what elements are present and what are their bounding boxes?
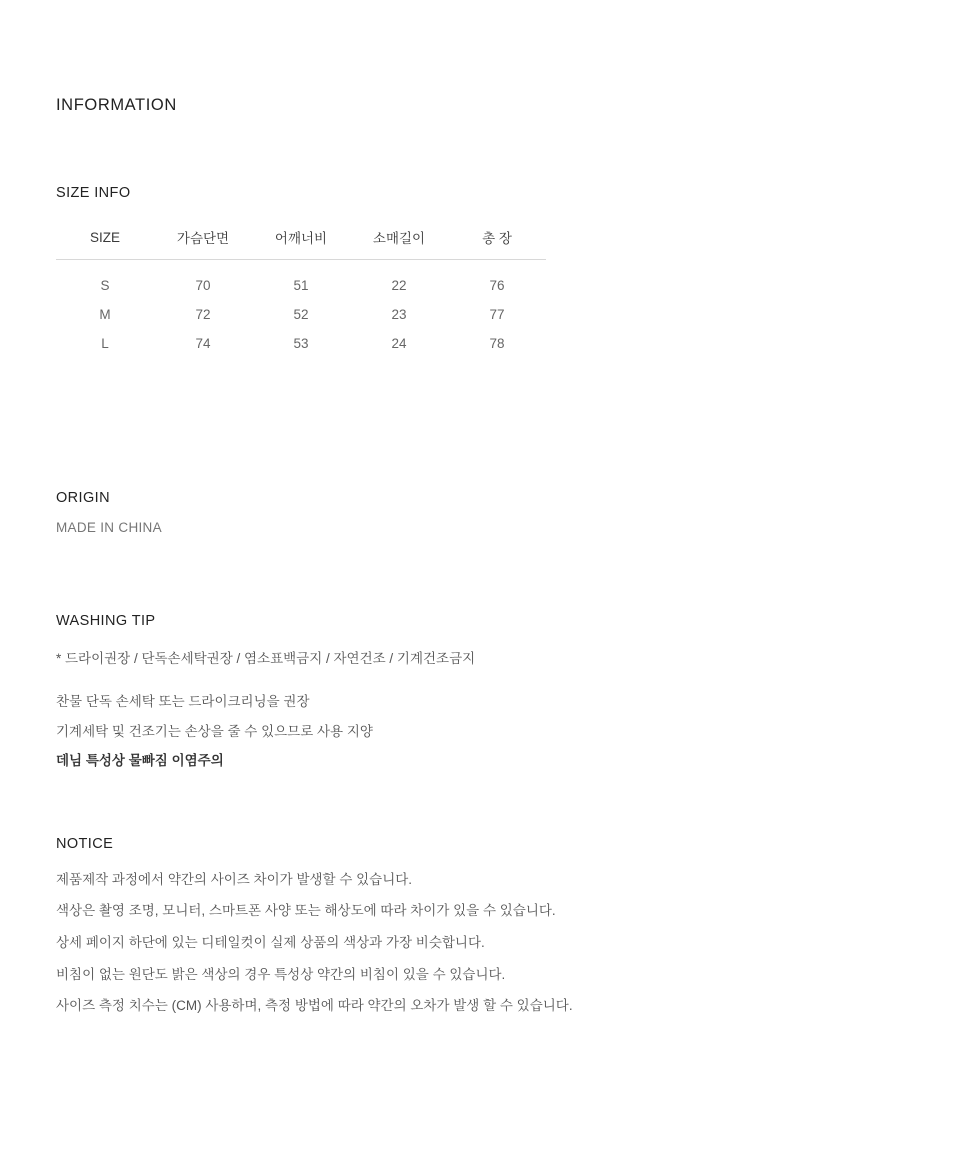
table-cell: 76 — [489, 278, 505, 293]
table-cell: 78 — [489, 336, 505, 351]
origin-section — [56, 490, 904, 535]
notice-heading: NOTICE — [56, 835, 114, 852]
table-row — [56, 329, 546, 358]
notice-line: 상세 페이지 하단에 있는 디테일컷이 실제 상품의 색상과 가장 비슷합니다. — [56, 935, 485, 951]
washing-tip-section — [56, 613, 904, 772]
washing-tip-heading: WASHING TIP — [56, 613, 156, 629]
table-column-header: 어깨너비 — [252, 223, 350, 260]
size-info-section — [56, 185, 904, 358]
table-cell: 74 — [195, 336, 211, 351]
notice-line: 색상은 촬영 조명, 모니터, 스마트폰 사양 또는 해상도에 따라 차이가 있을 수 있습니다. — [56, 903, 556, 919]
notice-line: 비침이 없는 원단도 밝은 색상의 경우 특성상 약간의 비침이 있을 수 있습니다. — [56, 966, 506, 982]
washing-tip-line: 찬물 단독 손세탁 또는 드라이크리닝을 권장 — [56, 694, 310, 709]
table-column-header: 총 장 — [448, 223, 546, 260]
table-cell: 53 — [293, 336, 309, 351]
table-cell: 72 — [195, 307, 211, 322]
notice-line: 사이즈 측정 치수는 (CM) 사용하며, 측정 방법에 따라 약간의 오차가 발생 할 수 있습니다. — [56, 998, 573, 1014]
table-cell: 51 — [293, 278, 309, 293]
table-cell: S — [100, 278, 110, 293]
washing-tip-line: 기계세탁 및 건조기는 손상을 줄 수 있으므로 사용 지양 — [56, 723, 373, 739]
table-cell: 77 — [489, 307, 505, 322]
notice-line: 제품제작 과정에서 약간의 사이즈 차이가 발생할 수 있습니다. — [56, 871, 413, 887]
table-cell: 22 — [391, 278, 407, 293]
origin-value: MADE IN CHINA — [56, 520, 162, 535]
table-row — [56, 260, 546, 301]
table-header-row — [56, 223, 546, 260]
table-cell: L — [101, 336, 109, 351]
washing-tip-details — [56, 691, 904, 772]
washing-tip-emphasis: 데님 특성상 물빠짐 이염주의 — [56, 753, 224, 769]
table-column-header: 가슴단면 — [154, 223, 252, 260]
table-row — [56, 300, 546, 329]
table-column-header: 소매길이 — [350, 223, 448, 260]
page-title: INFORMATION — [56, 96, 177, 114]
washing-tip-summary: * 드라이권장 / 단독손세탁권장 / 염소표백금지 / 자연건조 / 기계건조금지 — [56, 651, 476, 666]
table-cell: 24 — [391, 336, 407, 351]
size-info-heading: SIZE INFO — [56, 185, 131, 201]
size-info-table — [56, 223, 546, 358]
notice-list — [56, 868, 904, 1018]
table-cell: M — [99, 307, 111, 322]
table-cell: 52 — [293, 307, 309, 322]
table-cell: 70 — [195, 278, 211, 293]
notice-section — [56, 836, 904, 1018]
table-column-header: SIZE — [56, 223, 154, 260]
origin-heading: ORIGIN — [56, 490, 110, 506]
table-cell: 23 — [391, 307, 407, 322]
